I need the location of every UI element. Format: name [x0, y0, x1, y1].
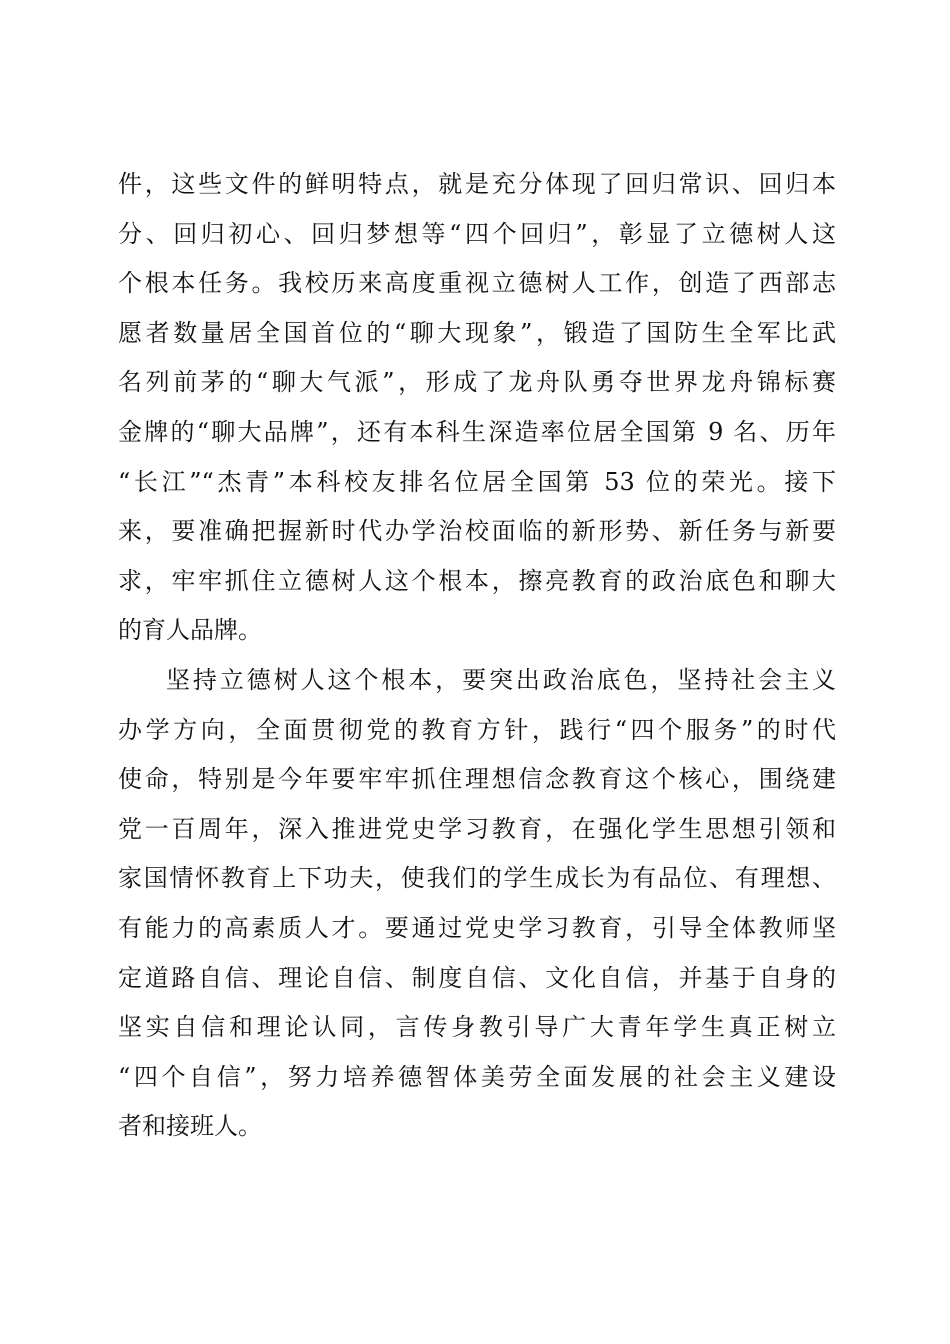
text-line: 个根本任务。我校历来高度重视立德树人工作，创造了西部志	[118, 269, 836, 298]
text-line: 者和接班人。	[118, 1112, 262, 1141]
document-body	[118, 160, 836, 1152]
text-line: 家国情怀教育上下功夫，使我们的学生成长为有品位、有理想、	[118, 864, 836, 893]
text-line: 来，要准确把握新时代办学治校面临的新形势、新任务与新要	[118, 517, 836, 546]
text-line: “长江”“杰青”本科校友排名位居全国第 53 位的荣光。接下	[118, 467, 836, 496]
paragraph-2	[118, 656, 836, 1152]
text-line: 愿者数量居全国首位的“聊大现象”，锻造了国防生全军比武	[118, 318, 836, 347]
text-line: 分、回归初心、回归梦想等“四个回归”，彰显了立德树人这	[118, 219, 836, 248]
text-line: 定道路自信、理论自信、制度自信、文化自信，并基于自身的	[118, 963, 836, 992]
text-line: 使命，特别是今年要牢牢抓住理想信念教育这个核心，围绕建	[118, 765, 836, 794]
text-line: 办学方向，全面贯彻党的教育方针，践行“四个服务”的时代	[118, 715, 836, 744]
text-line: 件，这些文件的鲜明特点，就是充分体现了回归常识、回归本	[118, 170, 836, 198]
text-line: 党一百周年，深入推进党史学习教育，在强化学生思想引领和	[118, 814, 836, 843]
text-line: “四个自信”，努力培养德智体美劳全面发展的社会主义建设	[118, 1062, 836, 1091]
text-line: 名列前茅的“聊大气派”，形成了龙舟队勇夺世界龙舟锦标赛	[118, 368, 836, 397]
text-line: 有能力的高素质人才。要通过党史学习教育，引导全体教师坚	[118, 913, 836, 942]
text-line: 坚实自信和理论认同，言传身教引导广大青年学生真正树立	[118, 1013, 836, 1042]
paragraph-1	[118, 160, 836, 656]
text-line: 的育人品牌。	[118, 616, 262, 645]
text-line: 坚持立德树人这个根本，要突出政治底色，坚持社会主义	[166, 665, 836, 694]
text-line: 金牌的“聊大品牌”，还有本科生深造率位居全国第 9 名、历年	[118, 417, 836, 446]
text-line: 求，牢牢抓住立德树人这个根本，擦亮教育的政治底色和聊大	[118, 566, 836, 595]
